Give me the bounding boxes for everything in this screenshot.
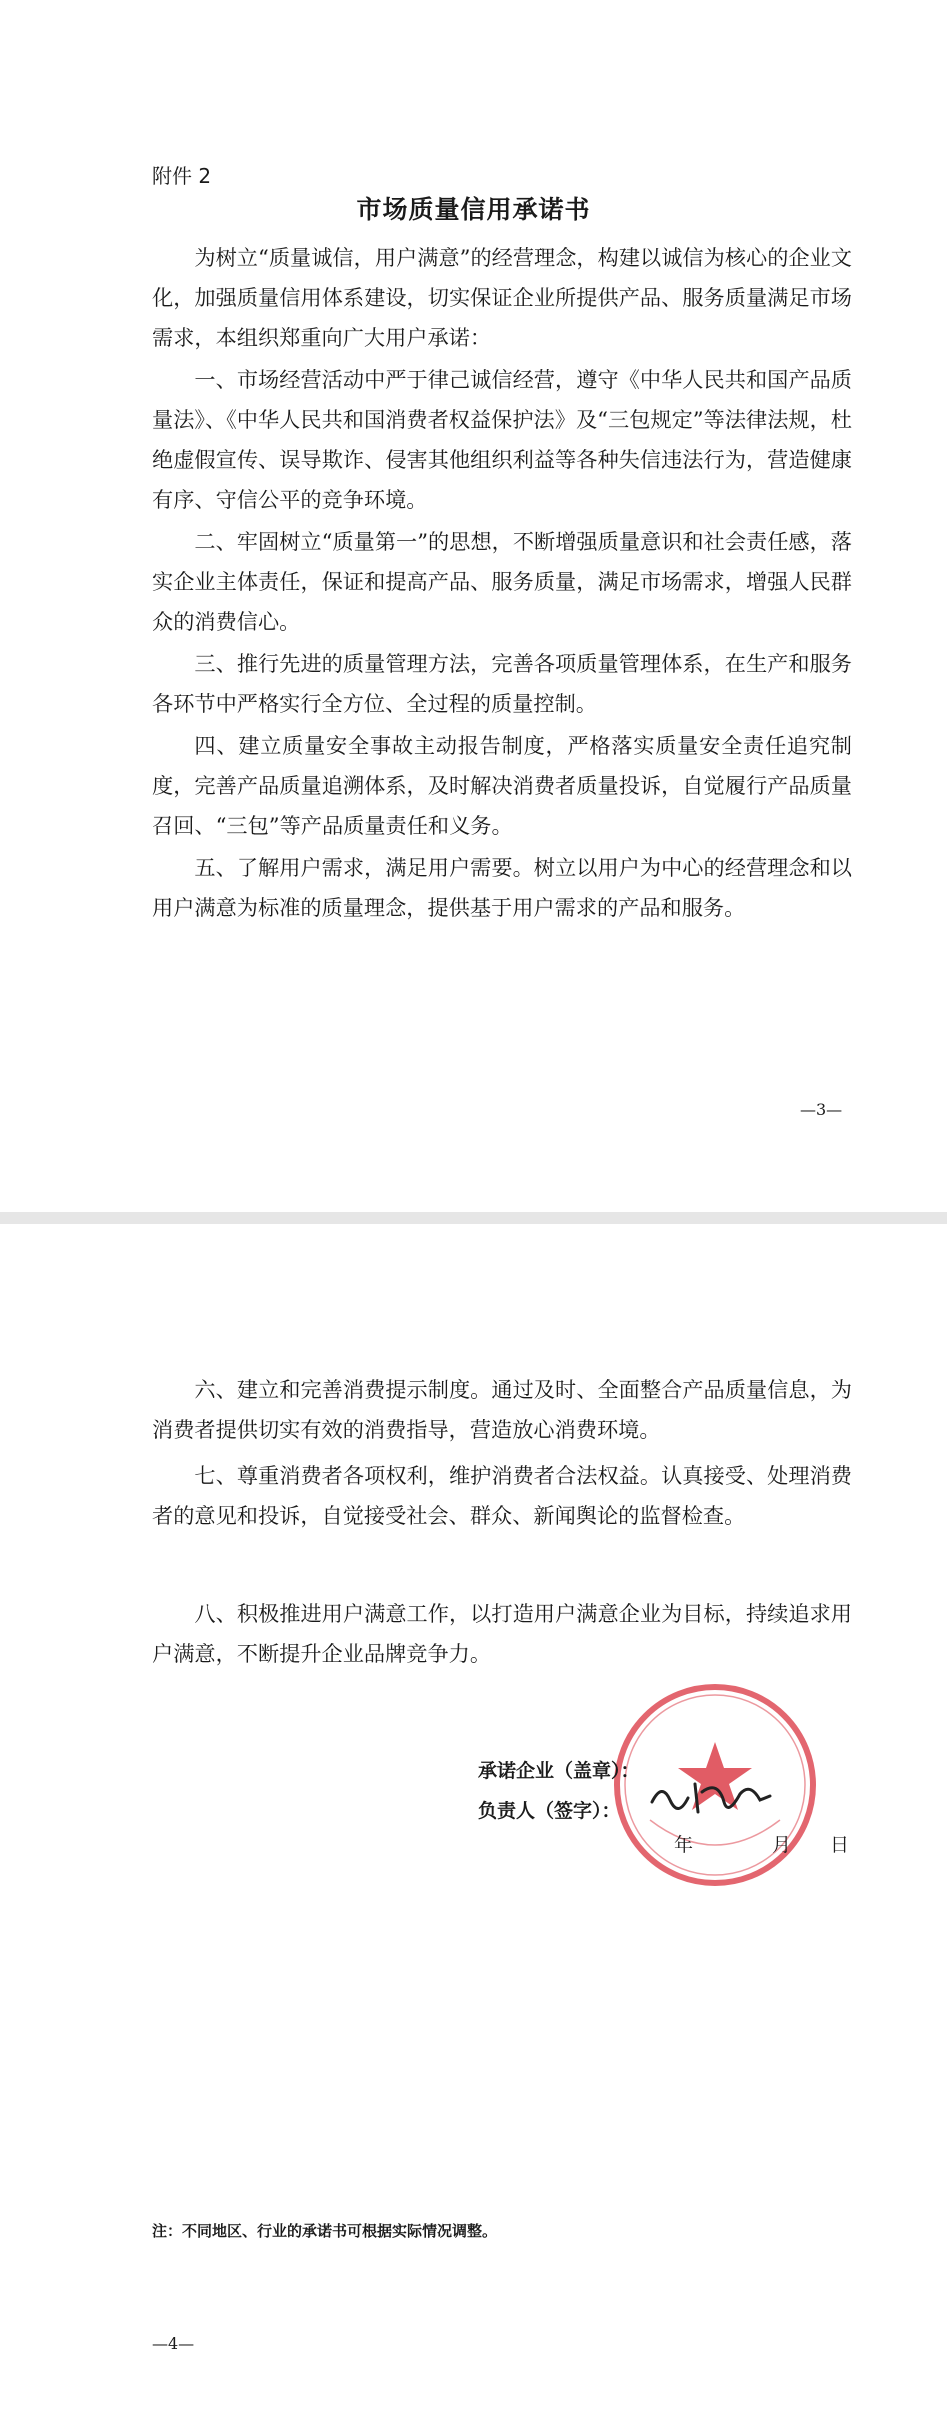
commitment-paragraph-6: 六、建立和完善消费提示制度。通过及时、全面整合产品质量信息，为消费者提供切实有效的消费指导，营造放心消费环境。 [152,1377,852,1442]
commitment-paragraph-3: 三、推行先进的质量管理方法，完善各项质量管理体系，在生产和服务各环节中严格实行全方位、全过程的质量控制。 [152,651,852,716]
commitment-paragraph-1: 一、市场经营活动中严于律己诚信经营，遵守《中华人民共和国产品质量法》、《中华人民共和国消费者权益保护法》及“三包规定”等法律法规，杜绝虚假宣传、误导欺诈、侵害其他组织利益等各种失信违法行为，营造健康有序、守信公平的竞争环境。 [152,367,852,512]
intro-paragraph: 为树立“质量诚信，用户满意”的经营理念，构建以诚信为核心的企业文化，加强质量信用体系建设，切实保证企业所提供产品、服务质量满足市场需求，本组织郑重向广大用户承诺： [152,245,852,350]
responsible-person-label: 负责人（签字）： [478,1800,621,1822]
commitment-paragraph-4: 四、建立质量安全事故主动报告制度，严格落实质量安全责任追究制度，完善产品质量追溯体系，及时解决消费者质量投诉，自觉履行产品质量召回、“三包”等产品质量责任和义务。 [152,733,852,838]
date-month-label: 月 [772,1834,792,1856]
page-separator [0,1212,947,1224]
commitment-paragraph-8: 八、积极推进用户满意工作，以打造用户满意企业为目标，持续追求用户满意，不断提升企业品牌竞争力。 [152,1601,852,1666]
attachment-label: 附件 2 [152,164,212,188]
company-seal-label: 承诺企业（盖章）： [478,1760,640,1782]
commitment-paragraph-2: 二、牢固树立“质量第一”的思想，不断增强质量意识和社会责任感，落实企业主体责任，保证和提高产品、服务质量，满足市场需求，增强人民群众的消费信心。 [152,529,852,634]
date-day-label: 日 [830,1834,850,1856]
page-number: —3— [800,1100,843,1119]
commitment-paragraph-5: 五、了解用户需求，满足用户需要。树立以用户为中心的经营理念和以用户满意为标准的质量理念，提供基于用户需求的产品和服务。 [152,855,852,920]
date-year-label: 年 [674,1834,694,1856]
document-page-3 [0,0,947,1212]
footnote: 注：不同地区、行业的承诺书可根据实际情况调整。 [152,2222,498,2240]
document-title: 市场质量信用承诺书 [356,195,591,224]
handwritten-signature [640,1772,780,1822]
page-number: —4— [152,2334,195,2353]
commitment-paragraph-7: 七、尊重消费者各项权利，维护消费者合法权益。认真接受、处理消费者的意见和投诉，自觉接受社会、群众、新闻舆论的监督检查。 [152,1463,852,1528]
